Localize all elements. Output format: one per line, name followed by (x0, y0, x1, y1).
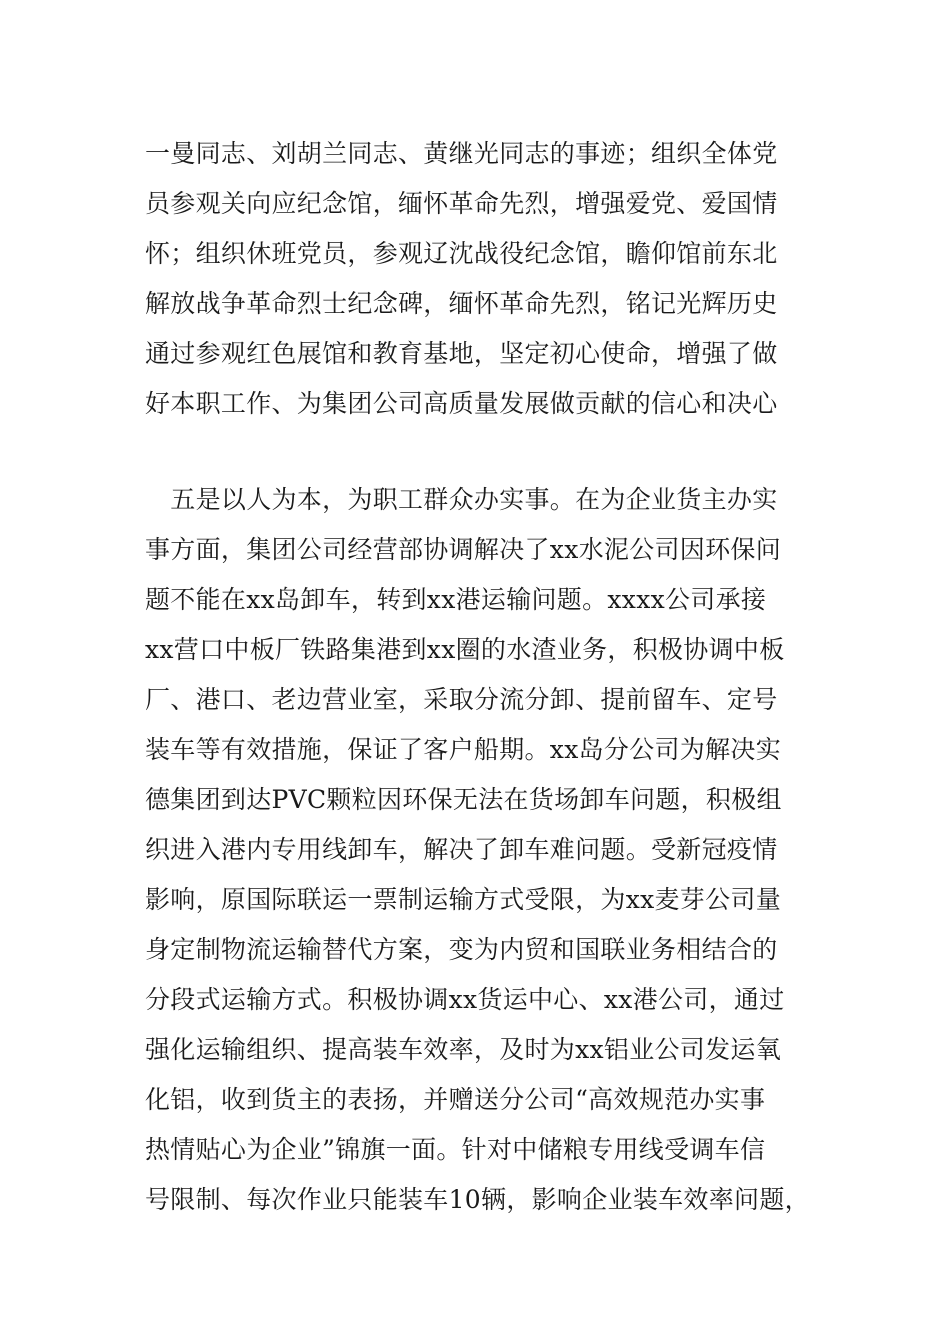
paragraph-2-line-8: 织进入港内专用线卸车，解决了卸车难问题。受新冠疫情 (145, 835, 778, 864)
paragraph-1-line-2: 员参观关向应纪念馆，缅怀革命先烈，增强爱党、爱国情 (145, 189, 778, 218)
paragraph-2-line-12: 强化运输组织、提高装车效率，及时为xx铝业公司发运氧 (145, 1035, 782, 1064)
paragraph-2-line-10: 身定制物流运输替代方案，变为内贸和国联业务相结合的 (145, 935, 778, 964)
paragraph-2-line-14: 热情贴心为企业”锦旗一面。针对中储粮专用线受调车信 (145, 1135, 766, 1164)
paragraph-1-line-6: 好本职工作、为集团公司高质量发展做贡献的信心和决心 (145, 389, 778, 418)
paragraph-2-line-2: 事方面，集团公司经营部协调解决了xx水泥公司因环保问 (145, 535, 782, 564)
paragraph-1-line-3: 怀；组织休班党员，参观辽沈战役纪念馆，瞻仰馆前东北 (145, 239, 778, 268)
paragraph-1-line-1: 一曼同志、刘胡兰同志、黄继光同志的事迹；组织全体党 (145, 139, 778, 168)
paragraph-2-line-5: 厂、港口、老边营业室，采取分流分卸、提前留车、定号 (145, 685, 778, 714)
paragraph-2-line-7: 德集团到达PVC颗粒因环保无法在货场卸车问题，积极组 (145, 785, 782, 814)
paragraph-2-line-13: 化铝，收到货主的表扬，并赠送分公司“高效规范办实事 (145, 1085, 766, 1114)
paragraph-2-line-4: xx营口中板厂铁路集港到xx圈的水渣业务，积极协调中板 (145, 635, 785, 664)
paragraph-2-line-15: 号限制、每次作业只能装车10辆，影响企业装车效率问题， (145, 1185, 810, 1214)
paragraph-2-line-11: 分段式运输方式。积极协调xx货运中心、xx港公司，通过 (145, 985, 785, 1014)
paragraph-2-line-1: 五是以人为本，为职工群众办实事。在为企业货主办实 (145, 485, 778, 514)
paragraph-2-line-3: 题不能在xx岛卸车，转到xx港运输问题。xxxx公司承接 (145, 585, 767, 614)
paragraph-1-line-4: 解放战争革命烈士纪念碑，缅怀革命先烈，铭记光辉历史 (145, 289, 778, 318)
paragraph-2-line-6: 装车等有效措施，保证了客户船期。xx岛分公司为解决实 (145, 735, 782, 764)
paragraph-1-line-5: 通过参观红色展馆和教育基地，坚定初心使命，增强了做 (145, 339, 778, 368)
paragraph-2-line-9: 影响，原国际联运一票制运输方式受限，为xx麦芽公司量 (145, 885, 782, 914)
